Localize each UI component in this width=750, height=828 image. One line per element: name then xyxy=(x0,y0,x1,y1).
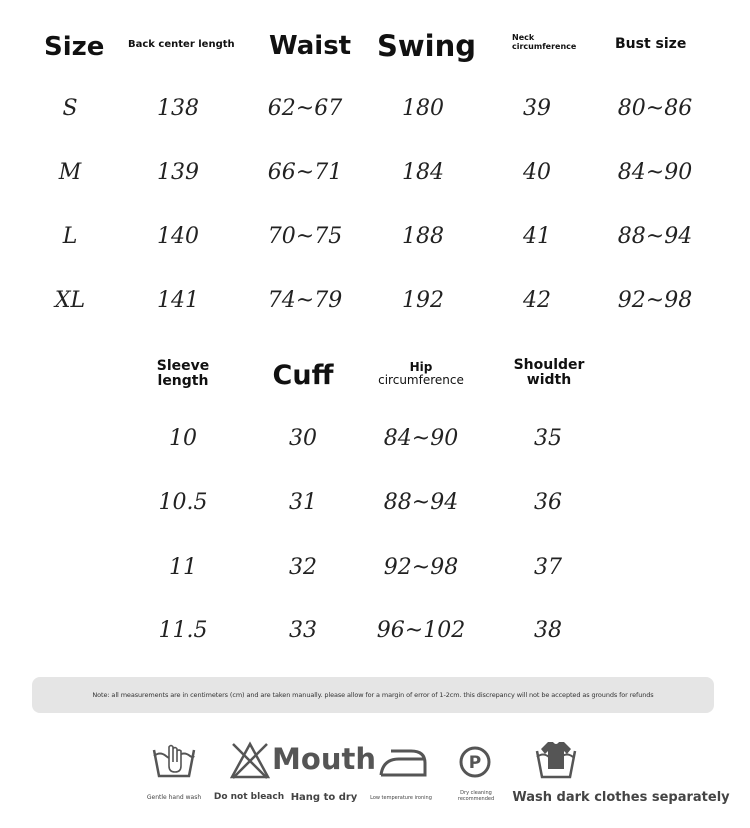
caption-hand-wash: Gentle hand wash xyxy=(146,794,202,801)
header-shoulder-width xyxy=(514,358,585,389)
cell-sleeve: 11 xyxy=(169,555,197,580)
cell-shoulder: 35 xyxy=(534,426,562,451)
cell-swing: 180 xyxy=(402,96,444,121)
cell-swing: 184 xyxy=(402,160,444,185)
dry-clean-symbol: P xyxy=(468,753,482,773)
header-shoulder-line1: Shoulder xyxy=(513,357,585,373)
caption-dry-clean-line2: recommended xyxy=(457,795,495,802)
header-neck-line1: Neck xyxy=(512,33,535,42)
header-size: Size xyxy=(44,32,105,62)
caption-hang-dry: Hang to dry xyxy=(290,792,358,803)
cell-size: XL xyxy=(54,288,86,313)
header-shoulder-line2: width xyxy=(526,372,572,389)
note-text: Note: all measurements are in centimeters (cm) and are taken manually. please allow for a margin of error of 1-2cm. this discrepancy will not be accepted as grounds for refunds xyxy=(92,691,654,699)
cell-bust: 92~98 xyxy=(617,288,693,313)
caption-wash-dark: Wash dark clothes separately xyxy=(512,790,730,805)
cell-shoulder: 38 xyxy=(534,618,562,643)
header-neck-circumference xyxy=(512,34,576,52)
header-sleeve-length xyxy=(157,359,210,390)
cell-swing: 188 xyxy=(402,224,444,249)
cell-back: 138 xyxy=(157,96,199,121)
cell-back: 141 xyxy=(157,288,199,313)
caption-dry-clean-line1: Dry cleaning xyxy=(460,790,492,796)
header-waist: Waist xyxy=(269,31,352,61)
cell-waist: 74~79 xyxy=(267,288,343,313)
hand-wash-icon xyxy=(151,742,197,780)
cell-size: S xyxy=(62,96,78,121)
cell-sleeve: 10.5 xyxy=(158,490,208,515)
cell-size: M xyxy=(58,160,82,185)
cell-cuff: 31 xyxy=(289,490,317,515)
no-bleach-icon xyxy=(229,740,271,782)
header-bust-size: Bust size xyxy=(615,36,687,52)
cell-neck: 40 xyxy=(523,160,551,185)
cell-cuff: 32 xyxy=(289,555,317,580)
header-sleeve-line1: Sleeve xyxy=(156,358,210,374)
dry-clean-icon xyxy=(458,745,492,779)
cell-hip: 92~98 xyxy=(383,555,459,580)
cell-neck: 39 xyxy=(523,96,551,121)
header-swing: Swing xyxy=(377,29,477,63)
header-sleeve-line2: length xyxy=(157,373,209,390)
cell-bust: 80~86 xyxy=(617,96,693,121)
header-hip-line2: circumference xyxy=(378,373,464,388)
cell-size: L xyxy=(62,224,78,249)
header-hip-line1: Hip xyxy=(409,360,433,374)
cell-waist: 66~71 xyxy=(267,160,343,185)
cell-cuff: 33 xyxy=(289,618,317,643)
cell-hip: 84~90 xyxy=(383,426,459,451)
cell-bust: 84~90 xyxy=(617,160,693,185)
cell-back: 140 xyxy=(157,224,199,249)
cell-waist: 62~67 xyxy=(267,96,343,121)
cell-bust: 88~94 xyxy=(617,224,693,249)
caption-iron: Low temperature ironing xyxy=(370,795,432,801)
iron-icon xyxy=(377,745,429,779)
cell-cuff: 30 xyxy=(289,426,317,451)
caption-no-bleach: Do not bleach xyxy=(213,792,285,802)
cell-sleeve: 11.5 xyxy=(158,618,208,643)
cell-hip: 88~94 xyxy=(383,490,459,515)
cell-shoulder: 36 xyxy=(534,490,562,515)
caption-dry-clean xyxy=(458,791,494,802)
cell-neck: 42 xyxy=(523,288,551,313)
cell-sleeve: 10 xyxy=(169,426,197,451)
header-back-center-length: Back center length xyxy=(128,39,235,50)
mouth-label: Mouth xyxy=(272,742,376,776)
cell-neck: 41 xyxy=(523,224,551,249)
measurement-note xyxy=(32,677,714,713)
header-cuff: Cuff xyxy=(272,360,334,391)
cell-back: 139 xyxy=(157,160,199,185)
cell-waist: 70~75 xyxy=(267,224,343,249)
header-neck-line2: circumference xyxy=(512,41,577,51)
cell-hip: 96~102 xyxy=(376,618,466,643)
shirt-wash-icon xyxy=(534,739,578,781)
header-hip-circumference xyxy=(378,361,464,387)
cell-swing: 192 xyxy=(402,288,444,313)
cell-shoulder: 37 xyxy=(534,555,562,580)
